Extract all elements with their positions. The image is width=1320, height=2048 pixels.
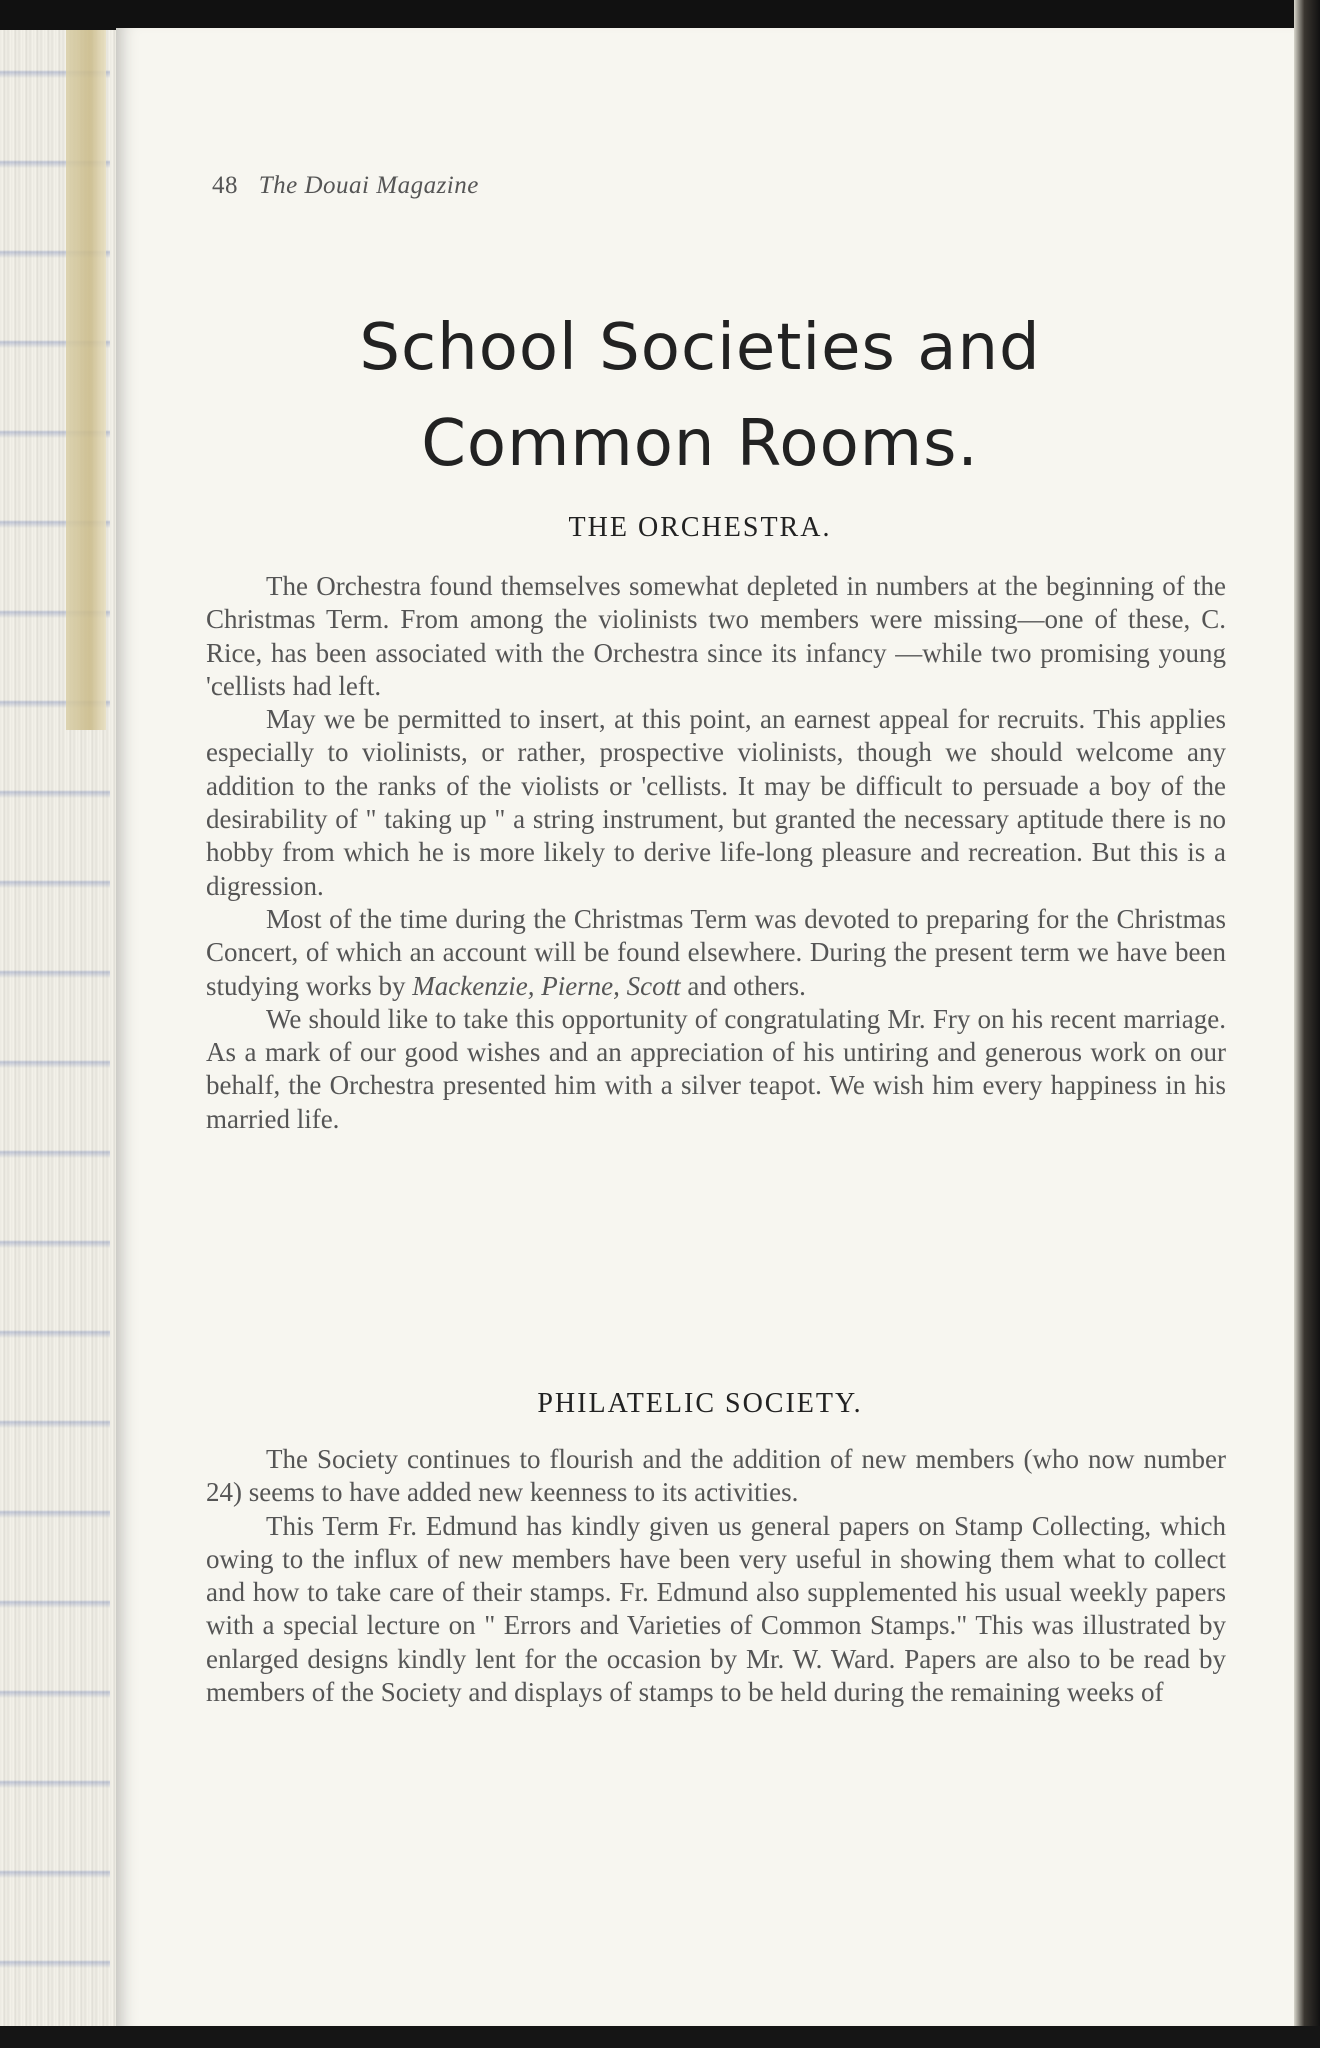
orchestra-paragraph-3-end: and others.	[680, 970, 806, 1001]
book-right-edge	[1294, 0, 1320, 2048]
philatelic-paragraph-2: This Term Fr. Edmund has kindly given us general papers on Stamp Collecting, which owing to the influx of new members have been very useful in showing them what to collect and how to take care of their stamps. Fr. Edmund also supplemented his usual weekly papers with a special lecture on " Errors and Varieties of Common Stamps." This was illustrated by enlarged designs kindly lent for the occasion by Mr. W. Ward. Papers are also to be read by members of the Society and displays of stamps to be held during the remaining weeks of	[206, 1510, 1226, 1708]
composer-names: Mackenzie, Pierne, Scott	[412, 970, 681, 1001]
orchestra-heading: THE ORCHESTRA.	[568, 512, 832, 543]
philatelic-heading: PHILATELIC SOCIETY.	[537, 1388, 863, 1419]
orchestra-paragraph-2: May we be permitted to insert, at this point, an earnest appeal for recruits. This applies especially to violinists, or rather, prospective violinists, though we should welcome any addition to the ranks of the violists or 'cellists. It may be difficult to persuade a boy of the desirability of " taking up " a string instrument, but granted the necessary aptitude there is no hobby from which he is more likely to derive life-long pleasure and recreation. But this is a digression.	[206, 704, 1226, 901]
philatelic-section	[206, 1443, 1226, 1709]
orchestra-paragraph-4: We should like to take this opportunity of congratulating Mr. Fry on his recent marriage. As a mark of our good wishes and an appreciation of his untiring and generous work on our behalf, the Orchestra presented him with a silver teapot. We wish him every happiness in his married life.	[206, 1003, 1226, 1134]
scanner-bottom-edge	[0, 2026, 1320, 2048]
article-title	[200, 300, 1200, 492]
running-head	[212, 172, 479, 200]
philatelic-paragraph-1: The Society continues to flourish and the addition of new members (who now number 24) seems to have added new keenness to its activities.	[206, 1444, 1226, 1508]
orchestra-paragraph-3	[206, 903, 1226, 1003]
page-number: 48	[212, 172, 238, 199]
article-title-line2: Common Rooms.	[421, 407, 979, 481]
article-title-line1: School Societies and	[359, 311, 1041, 385]
orchestra-section	[206, 570, 1226, 1136]
paper-tab-marker	[66, 30, 106, 730]
orchestra-paragraph-3-start: Most of the time during the Christmas Term was devoted to preparing for the Christmas Concert, of which an account will be found elsewhere. During the present term we have been studying works by	[206, 903, 1226, 1001]
orchestra-paragraph-1: The Orchestra found themselves somewhat depleted in numbers at the beginning of the Christmas Term. From among the violinists two members were missing—one of these, C. Rice, has been associated with the Orchestra since its infancy —while two promising young 'cellists had left.	[206, 571, 1226, 701]
magazine-title: The Douai Magazine	[258, 172, 479, 199]
